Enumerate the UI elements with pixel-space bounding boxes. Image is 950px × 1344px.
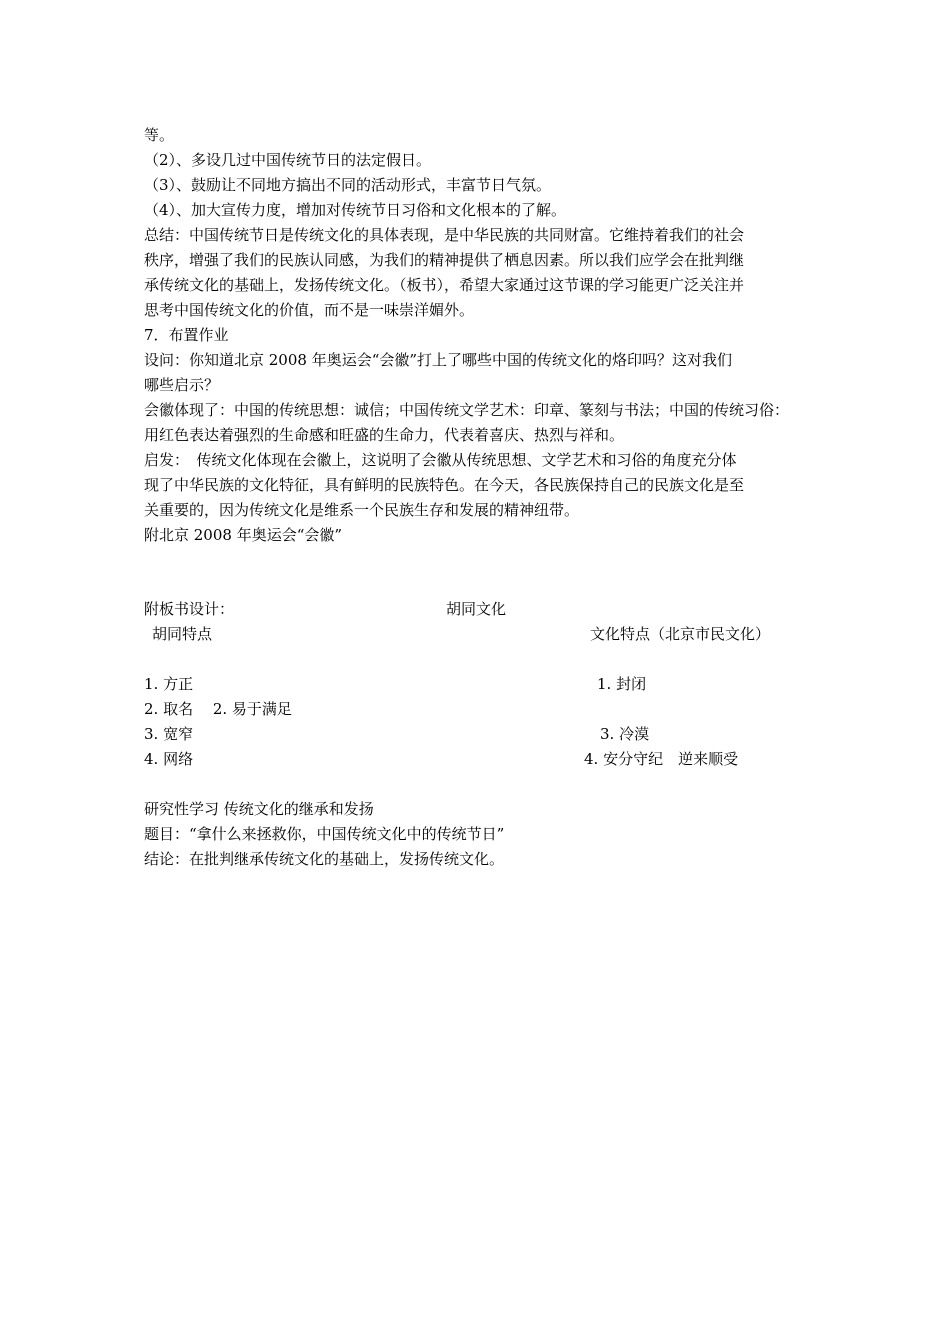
- board-right-item: 4. 安分守纪 逆来顺受: [584, 750, 739, 768]
- body-line: 附北京 2008 年奥运会“会徽”: [144, 526, 343, 544]
- body-line: 哪些启示？: [144, 376, 220, 394]
- body-line: 承传统文化的基础上，发扬传统文化。（板书），希望大家通过这节课的学习能更广泛关注并: [144, 276, 745, 294]
- body-line: 总结：中国传统节日是传统文化的具体表现，是中华民族的共同财富。它维持着我们的社会: [144, 226, 745, 244]
- body-line: 会徽体现了：中国的传统思想：诚信；中国传统文学艺术：印章、篆刻与书法；中国的传统习俗：: [144, 401, 790, 419]
- body-line: 启发： 传统文化体现在会徽上，这说明了会徽从传统思想、文学艺术和习俗的角度充分体: [144, 451, 737, 469]
- board-label: 附板书设计：: [144, 600, 235, 618]
- body-line: （3）、鼓励让不同地方搞出不同的活动形式，丰富节日气氛。: [144, 176, 552, 194]
- board-right-item: 1. 封闭: [597, 675, 647, 693]
- body-line: （2）、多设几过中国传统节日的法定假日。: [144, 151, 432, 169]
- body-line: 用红色表达着强烈的生命感和旺盛的生命力，代表着喜庆、热烈与祥和。: [144, 426, 625, 444]
- board-right-header: 文化特点（北京市民文化）: [590, 625, 771, 643]
- section-heading: 7．布置作业: [144, 326, 229, 344]
- body-line: 现了中华民族的文化特征，具有鲜明的民族特色。在今天，各民族保持自己的民族文化是至: [144, 476, 745, 494]
- board-left-item: 2. 取名 2. 易于满足: [144, 700, 292, 718]
- body-line: （4）、加大宣传力度，增加对传统节日习俗和文化根本的了解。: [144, 201, 567, 219]
- research-topic: 题目：“拿什么来拯救你，中国传统文化中的传统节日”: [144, 825, 505, 843]
- research-heading: 研究性学习 传统文化的继承和发扬: [144, 800, 374, 818]
- board-right-item: 3. 冷漠: [600, 725, 650, 743]
- board-left-item: 1. 方正: [144, 675, 194, 693]
- body-line: 设问：你知道北京 2008 年奥运会“会徽”打上了哪些中国的传统文化的烙印吗？这对我们: [144, 351, 733, 369]
- board-left-item: 4. 网络: [144, 750, 194, 768]
- research-conclusion: 结论：在批判继承传统文化的基础上，发扬传统文化。: [144, 850, 505, 868]
- body-line: 关重要的，因为传统文化是维系一个民族生存和发展的精神纽带。: [144, 501, 580, 519]
- body-line: 秩序，增强了我们的民族认同感，为我们的精神提供了栖息因素。所以我们应学会在批判继: [144, 251, 745, 269]
- body-line: 等。: [144, 126, 175, 144]
- body-line: 思考中国传统文化的价值，而不是一味崇洋媚外。: [144, 301, 475, 319]
- board-title: 胡同文化: [446, 600, 507, 618]
- board-left-item: 3. 宽窄: [144, 725, 194, 743]
- board-left-header: 胡同特点: [152, 625, 213, 643]
